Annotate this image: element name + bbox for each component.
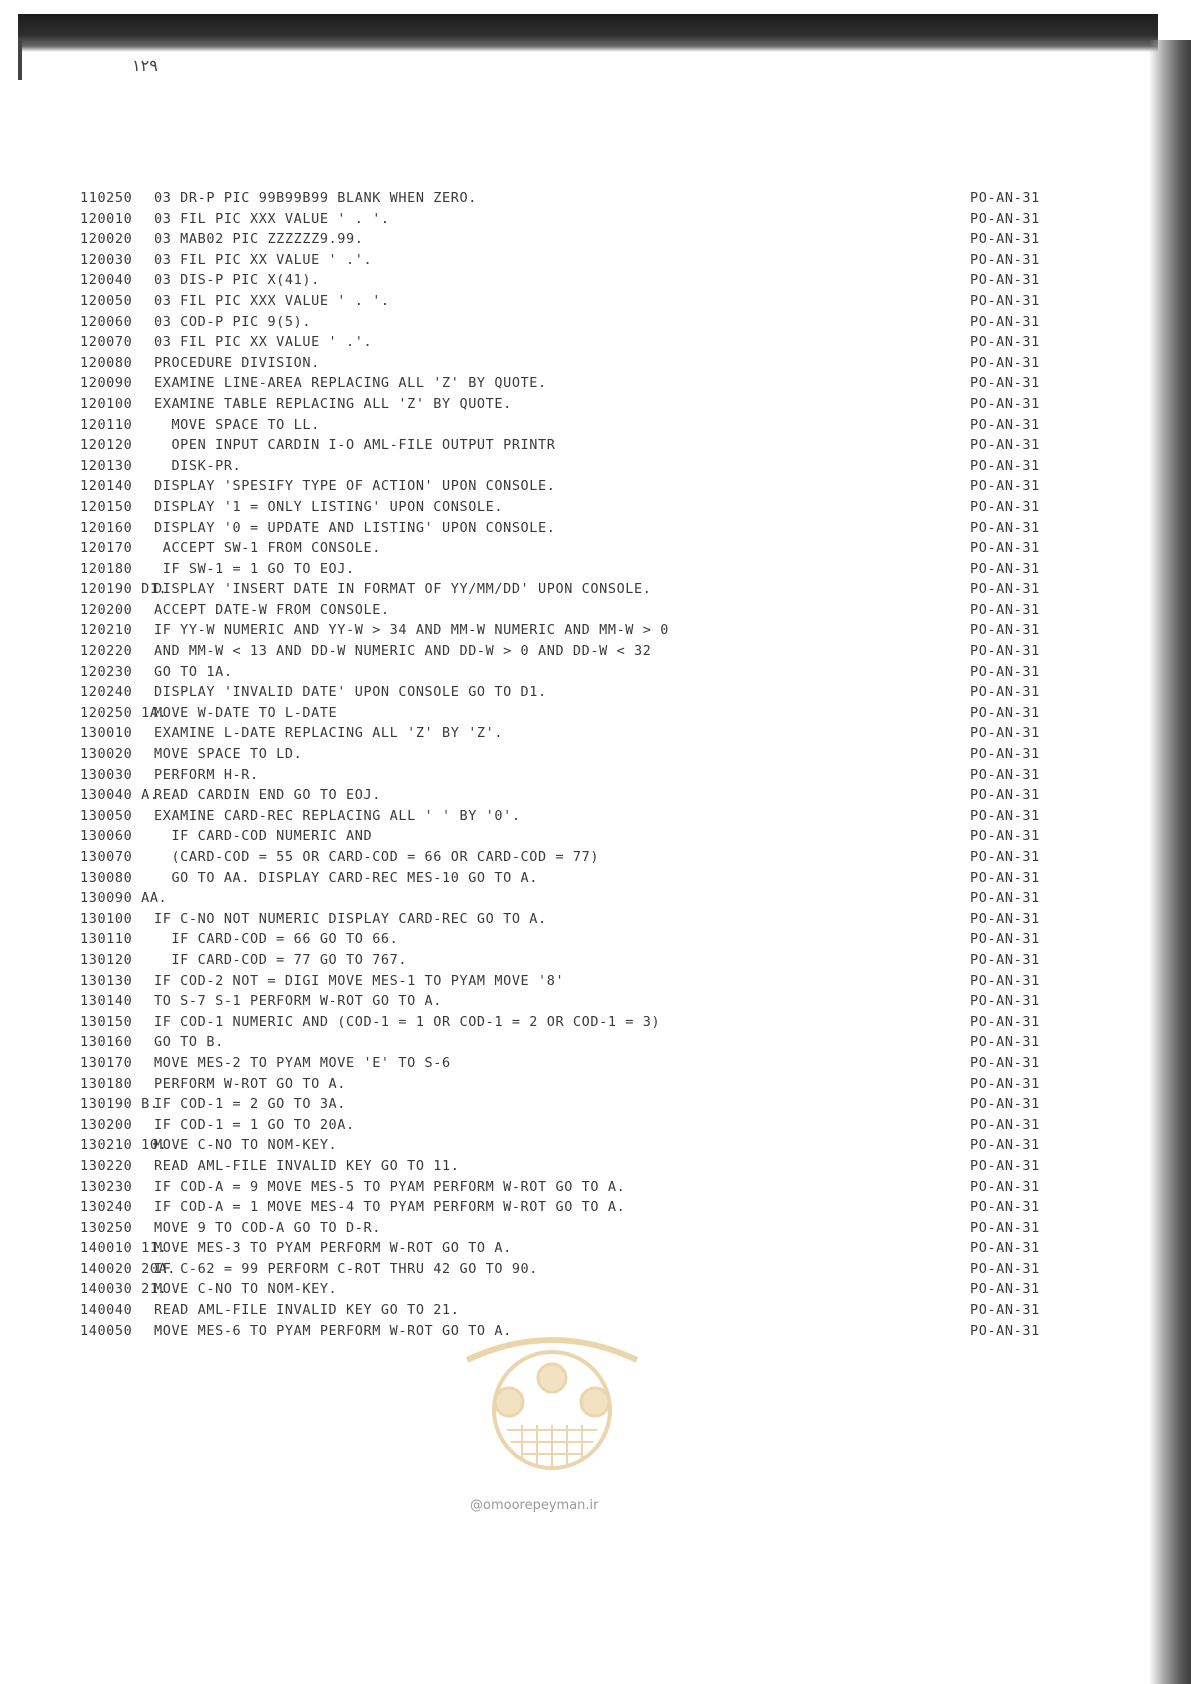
code-statement: IF COD-2 NOT = DIGI MOVE MES-1 TO PYAM MOVE '8' xyxy=(154,972,565,989)
code-line xyxy=(80,723,1080,744)
sequence-number: 120090 xyxy=(80,375,133,392)
code-statement: MOVE MES-6 TO PYAM PERFORM W-ROT GO TO A. xyxy=(154,1322,512,1339)
sequence-number: 130060 xyxy=(80,828,133,845)
code-statement: 03 DIS-P PIC X(41). xyxy=(154,272,320,289)
code-statement: IF COD-1 = 1 GO TO 20A. xyxy=(154,1116,355,1133)
sequence-number: 110250 xyxy=(80,190,133,206)
code-statement: PROCEDURE DIVISION. xyxy=(154,354,320,371)
code-line xyxy=(80,497,1080,518)
sequence-number: 120150 xyxy=(80,498,133,515)
sequence-number: 130170 xyxy=(80,1054,133,1071)
sequence-number: 130040 A. xyxy=(80,787,159,804)
code-statement: EXAMINE LINE-AREA REPLACING ALL 'Z' BY QUOTE. xyxy=(154,375,547,392)
code-statement: EXAMINE CARD-REC REPLACING ALL ' ' BY '0'. xyxy=(154,807,521,824)
code-statement: GO TO B. xyxy=(154,1034,224,1051)
program-id: PO-AN-31 xyxy=(970,1137,1040,1154)
program-id: PO-AN-31 xyxy=(970,231,1040,248)
code-line xyxy=(80,1032,1080,1053)
program-id: PO-AN-31 xyxy=(970,560,1040,577)
program-id: PO-AN-31 xyxy=(970,1322,1040,1339)
code-line xyxy=(80,847,1080,868)
program-id: PO-AN-31 xyxy=(970,746,1040,763)
code-line xyxy=(80,1238,1080,1259)
code-statement: IF SW-1 = 1 GO TO EOJ. xyxy=(154,560,355,577)
page-number: ۱۲۹ xyxy=(132,56,158,75)
code-line xyxy=(80,1218,1080,1239)
sequence-number: 120070 xyxy=(80,334,133,351)
code-line xyxy=(80,1177,1080,1198)
program-id: PO-AN-31 xyxy=(970,890,1040,907)
sequence-number: 140020 20A. xyxy=(80,1260,177,1277)
sequence-number: 130030 xyxy=(80,766,133,783)
program-id: PO-AN-31 xyxy=(970,766,1040,783)
code-line xyxy=(80,929,1080,950)
sequence-number: 120140 xyxy=(80,478,133,495)
sequence-number: 120110 xyxy=(80,416,133,433)
code-line xyxy=(80,1197,1080,1218)
sequence-number: 130090 AA. xyxy=(80,890,168,907)
sequence-number: 120230 xyxy=(80,663,133,680)
code-statement: ACCEPT SW-1 FROM CONSOLE. xyxy=(154,540,381,557)
code-statement: PERFORM H-R. xyxy=(154,766,259,783)
code-statement: GO TO 1A. xyxy=(154,663,233,680)
code-line xyxy=(80,538,1080,559)
sequence-number: 130200 xyxy=(80,1116,133,1133)
program-id: PO-AN-31 xyxy=(970,1075,1040,1092)
program-id: PO-AN-31 xyxy=(970,251,1040,268)
code-statement: DISPLAY '1 = ONLY LISTING' UPON CONSOLE. xyxy=(154,498,504,515)
code-statement: MOVE C-NO TO NOM-KEY. xyxy=(154,1281,338,1298)
code-line xyxy=(80,579,1080,600)
sequence-number: 120240 xyxy=(80,684,133,701)
code-statement: READ CARDIN END GO TO EOJ. xyxy=(154,787,381,804)
program-id: PO-AN-31 xyxy=(970,972,1040,989)
scan-border-top xyxy=(18,14,1158,52)
program-id: PO-AN-31 xyxy=(970,416,1040,433)
code-statement: 03 COD-P PIC 9(5). xyxy=(154,313,312,330)
code-line xyxy=(80,744,1080,765)
sequence-number: 130190 B. xyxy=(80,1096,159,1113)
sequence-number: 120120 xyxy=(80,437,133,454)
program-id: PO-AN-31 xyxy=(970,725,1040,742)
program-id: PO-AN-31 xyxy=(970,478,1040,495)
sequence-number: 130250 xyxy=(80,1219,133,1236)
sequence-number: 130010 xyxy=(80,725,133,742)
program-id: PO-AN-31 xyxy=(970,540,1040,557)
program-id: PO-AN-31 xyxy=(970,395,1040,412)
program-id: PO-AN-31 xyxy=(970,272,1040,289)
code-line xyxy=(80,620,1080,641)
program-id: PO-AN-31 xyxy=(970,622,1040,639)
code-line xyxy=(80,229,1080,250)
program-id: PO-AN-31 xyxy=(970,704,1040,721)
program-id: PO-AN-31 xyxy=(970,190,1040,206)
code-line xyxy=(80,682,1080,703)
code-statement: IF C-NO NOT NUMERIC DISPLAY CARD-REC GO TO A. xyxy=(154,910,547,927)
sequence-number: 120060 xyxy=(80,313,133,330)
program-id: PO-AN-31 xyxy=(970,1096,1040,1113)
sequence-number: 120020 xyxy=(80,231,133,248)
sequence-number: 120180 xyxy=(80,560,133,577)
program-id: PO-AN-31 xyxy=(970,1281,1040,1298)
program-id: PO-AN-31 xyxy=(970,807,1040,824)
program-id: PO-AN-31 xyxy=(970,993,1040,1010)
code-line xyxy=(80,1012,1080,1033)
code-statement: 03 MAB02 PIC ZZZZZZ9.99. xyxy=(154,231,364,248)
sequence-number: 130120 xyxy=(80,951,133,968)
code-statement: 03 FIL PIC XX VALUE ' .'. xyxy=(154,334,373,351)
code-statement: ACCEPT DATE-W FROM CONSOLE. xyxy=(154,601,390,618)
program-id: PO-AN-31 xyxy=(970,313,1040,330)
code-line xyxy=(80,291,1080,312)
code-statement: DISPLAY 'INVALID DATE' UPON CONSOLE GO TO D1. xyxy=(154,684,547,701)
code-statement: READ AML-FILE INVALID KEY GO TO 21. xyxy=(154,1302,460,1319)
code-line xyxy=(80,476,1080,497)
code-line xyxy=(80,270,1080,291)
code-line xyxy=(80,826,1080,847)
code-line xyxy=(80,250,1080,271)
sequence-number: 130230 xyxy=(80,1178,133,1195)
code-line xyxy=(80,991,1080,1012)
program-id: PO-AN-31 xyxy=(970,828,1040,845)
code-statement: 03 FIL PIC XX VALUE ' .'. xyxy=(154,251,373,268)
sequence-number: 120100 xyxy=(80,395,133,412)
code-statement: 03 FIL PIC XXX VALUE ' . '. xyxy=(154,292,390,309)
program-id: PO-AN-31 xyxy=(970,292,1040,309)
code-statement: IF COD-1 = 2 GO TO 3A. xyxy=(154,1096,347,1113)
program-id: PO-AN-31 xyxy=(970,951,1040,968)
program-id: PO-AN-31 xyxy=(970,869,1040,886)
code-statement: GO TO AA. DISPLAY CARD-REC MES-10 GO TO A. xyxy=(154,869,539,886)
sequence-number: 140040 xyxy=(80,1302,133,1319)
code-statement: IF COD-A = 1 MOVE MES-4 TO PYAM PERFORM W-ROT GO TO A. xyxy=(154,1199,626,1216)
program-id: PO-AN-31 xyxy=(970,437,1040,454)
sequence-number: 130050 xyxy=(80,807,133,824)
program-id: PO-AN-31 xyxy=(970,1157,1040,1174)
code-line xyxy=(80,1074,1080,1095)
code-line xyxy=(80,1135,1080,1156)
program-id: PO-AN-31 xyxy=(970,1013,1040,1030)
sequence-number: 130070 xyxy=(80,849,133,865)
program-id: PO-AN-31 xyxy=(970,931,1040,948)
code-statement: IF COD-1 NUMERIC AND (COD-1 = 1 OR COD-1 = 2 OR COD-1 = 3) xyxy=(154,1013,661,1030)
program-id: PO-AN-31 xyxy=(970,1199,1040,1216)
sequence-number: 130110 xyxy=(80,931,133,948)
code-statement: PERFORM W-ROT GO TO A. xyxy=(154,1075,347,1092)
code-line xyxy=(80,435,1080,456)
sequence-number: 120220 xyxy=(80,643,133,660)
code-statement: (CARD-COD = 55 OR CARD-COD = 66 OR CARD-COD = 77) xyxy=(154,849,600,865)
sequence-number: 130220 xyxy=(80,1157,133,1174)
program-id: PO-AN-31 xyxy=(970,1302,1040,1319)
code-line xyxy=(80,518,1080,539)
sequence-number: 130140 xyxy=(80,993,133,1010)
sequence-number: 120250 1A. xyxy=(80,704,168,721)
code-line xyxy=(80,785,1080,806)
code-statement: 03 DR-P PIC 99B99B99 BLANK WHEN ZERO. xyxy=(154,190,477,206)
code-line xyxy=(80,971,1080,992)
sequence-number: 140010 11. xyxy=(80,1240,168,1257)
program-id: PO-AN-31 xyxy=(970,1116,1040,1133)
sequence-number: 130210 10. xyxy=(80,1137,168,1154)
code-line xyxy=(80,312,1080,333)
program-id: PO-AN-31 xyxy=(970,1178,1040,1195)
code-statement: EXAMINE TABLE REPLACING ALL 'Z' BY QUOTE. xyxy=(154,395,512,412)
code-line xyxy=(80,641,1080,662)
code-line xyxy=(80,1300,1080,1321)
code-line xyxy=(80,909,1080,930)
code-line xyxy=(80,1115,1080,1136)
code-line xyxy=(80,332,1080,353)
code-statement: MOVE C-NO TO NOM-KEY. xyxy=(154,1137,338,1154)
code-line xyxy=(80,1156,1080,1177)
code-line xyxy=(80,209,1080,230)
code-line xyxy=(80,1094,1080,1115)
program-id: PO-AN-31 xyxy=(970,663,1040,680)
code-statement: MOVE SPACE TO LL. xyxy=(154,416,320,433)
code-line xyxy=(80,868,1080,889)
code-line xyxy=(80,600,1080,621)
code-statement: MOVE SPACE TO LD. xyxy=(154,746,303,763)
sequence-number: 130180 xyxy=(80,1075,133,1092)
program-id: PO-AN-31 xyxy=(970,354,1040,371)
sequence-number: 120200 xyxy=(80,601,133,618)
code-line xyxy=(80,1279,1080,1300)
program-id: PO-AN-31 xyxy=(970,498,1040,515)
code-line xyxy=(80,456,1080,477)
code-line xyxy=(80,415,1080,436)
code-line xyxy=(80,662,1080,683)
code-line xyxy=(80,1259,1080,1280)
sequence-number: 120030 xyxy=(80,251,133,268)
code-statement: DISPLAY 'INSERT DATE IN FORMAT OF YY/MM/DD' UPON CONSOLE. xyxy=(154,581,652,598)
code-statement: TO S-7 S-1 PERFORM W-ROT GO TO A. xyxy=(154,993,443,1010)
program-id: PO-AN-31 xyxy=(970,684,1040,701)
code-line xyxy=(80,888,1080,909)
program-listing xyxy=(80,188,1080,1341)
program-id: PO-AN-31 xyxy=(970,787,1040,804)
sequence-number: 130020 xyxy=(80,746,133,763)
program-id: PO-AN-31 xyxy=(970,334,1040,351)
code-statement: IF CARD-COD = 77 GO TO 767. xyxy=(154,951,408,968)
sequence-number: 140030 21. xyxy=(80,1281,168,1298)
code-statement: MOVE MES-3 TO PYAM PERFORM W-ROT GO TO A. xyxy=(154,1240,512,1257)
code-line xyxy=(80,373,1080,394)
watermark-logo xyxy=(447,1330,657,1470)
code-statement: IF CARD-COD NUMERIC AND xyxy=(154,828,373,845)
code-line xyxy=(80,1053,1080,1074)
program-id: PO-AN-31 xyxy=(970,643,1040,660)
code-statement: DISK-PR. xyxy=(154,457,242,474)
program-id: PO-AN-31 xyxy=(970,601,1040,618)
program-id: PO-AN-31 xyxy=(970,1260,1040,1277)
code-statement: READ AML-FILE INVALID KEY GO TO 11. xyxy=(154,1157,460,1174)
code-statement: EXAMINE L-DATE REPLACING ALL 'Z' BY 'Z'. xyxy=(154,725,504,742)
program-id: PO-AN-31 xyxy=(970,581,1040,598)
code-line xyxy=(80,703,1080,724)
program-id: PO-AN-31 xyxy=(970,1219,1040,1236)
code-statement: MOVE 9 TO COD-A GO TO D-R. xyxy=(154,1219,381,1236)
program-id: PO-AN-31 xyxy=(970,210,1040,227)
code-line xyxy=(80,950,1080,971)
program-id: PO-AN-31 xyxy=(970,910,1040,927)
program-id: PO-AN-31 xyxy=(970,457,1040,474)
program-id: PO-AN-31 xyxy=(970,519,1040,536)
code-line xyxy=(80,394,1080,415)
program-id: PO-AN-31 xyxy=(970,375,1040,392)
sequence-number: 120130 xyxy=(80,457,133,474)
code-statement: AND MM-W < 13 AND DD-W NUMERIC AND DD-W > 0 AND DD-W < 32 xyxy=(154,643,652,660)
program-id: PO-AN-31 xyxy=(970,1240,1040,1257)
code-statement: MOVE MES-2 TO PYAM MOVE 'E' TO S-6 xyxy=(154,1054,451,1071)
code-line xyxy=(80,353,1080,374)
code-statement: IF YY-W NUMERIC AND YY-W > 34 AND MM-W NUMERIC AND MM-W > 0 xyxy=(154,622,669,639)
scan-border-right xyxy=(1149,40,1191,1684)
sequence-number: 130100 xyxy=(80,910,133,927)
code-statement: IF CARD-COD = 66 GO TO 66. xyxy=(154,931,399,948)
sequence-number: 120190 D1. xyxy=(80,581,168,598)
code-statement: 03 FIL PIC XXX VALUE ' . '. xyxy=(154,210,390,227)
sequence-number: 120080 xyxy=(80,354,133,371)
sequence-number: 130150 xyxy=(80,1013,133,1030)
program-id: PO-AN-31 xyxy=(970,1034,1040,1051)
code-statement: IF C-62 = 99 PERFORM C-ROT THRU 42 GO TO 90. xyxy=(154,1260,539,1277)
code-statement: MOVE W-DATE TO L-DATE xyxy=(154,704,338,721)
sequence-number: 120170 xyxy=(80,540,133,557)
code-line xyxy=(80,188,1080,209)
code-statement: DISPLAY '0 = UPDATE AND LISTING' UPON CONSOLE. xyxy=(154,519,556,536)
sequence-number: 130130 xyxy=(80,972,133,989)
sequence-number: 140050 xyxy=(80,1322,133,1339)
code-line xyxy=(80,806,1080,827)
program-id: PO-AN-31 xyxy=(970,849,1040,865)
program-id: PO-AN-31 xyxy=(970,1054,1040,1071)
scan-border-left xyxy=(18,40,22,80)
code-line xyxy=(80,559,1080,580)
watermark-site: @omoorepeyman.ir xyxy=(470,1498,599,1513)
code-statement: IF COD-A = 9 MOVE MES-5 TO PYAM PERFORM W-ROT GO TO A. xyxy=(154,1178,626,1195)
code-statement: DISPLAY 'SPESIFY TYPE OF ACTION' UPON CONSOLE. xyxy=(154,478,556,495)
sequence-number: 120160 xyxy=(80,519,133,536)
sequence-number: 120040 xyxy=(80,272,133,289)
sequence-number: 130160 xyxy=(80,1034,133,1051)
sequence-number: 130240 xyxy=(80,1199,133,1216)
code-statement: OPEN INPUT CARDIN I-O AML-FILE OUTPUT PRINTR xyxy=(154,437,556,454)
code-line xyxy=(80,765,1080,786)
sequence-number: 120210 xyxy=(80,622,133,639)
sequence-number: 120010 xyxy=(80,210,133,227)
sequence-number: 120050 xyxy=(80,292,133,309)
sequence-number: 130080 xyxy=(80,869,133,886)
